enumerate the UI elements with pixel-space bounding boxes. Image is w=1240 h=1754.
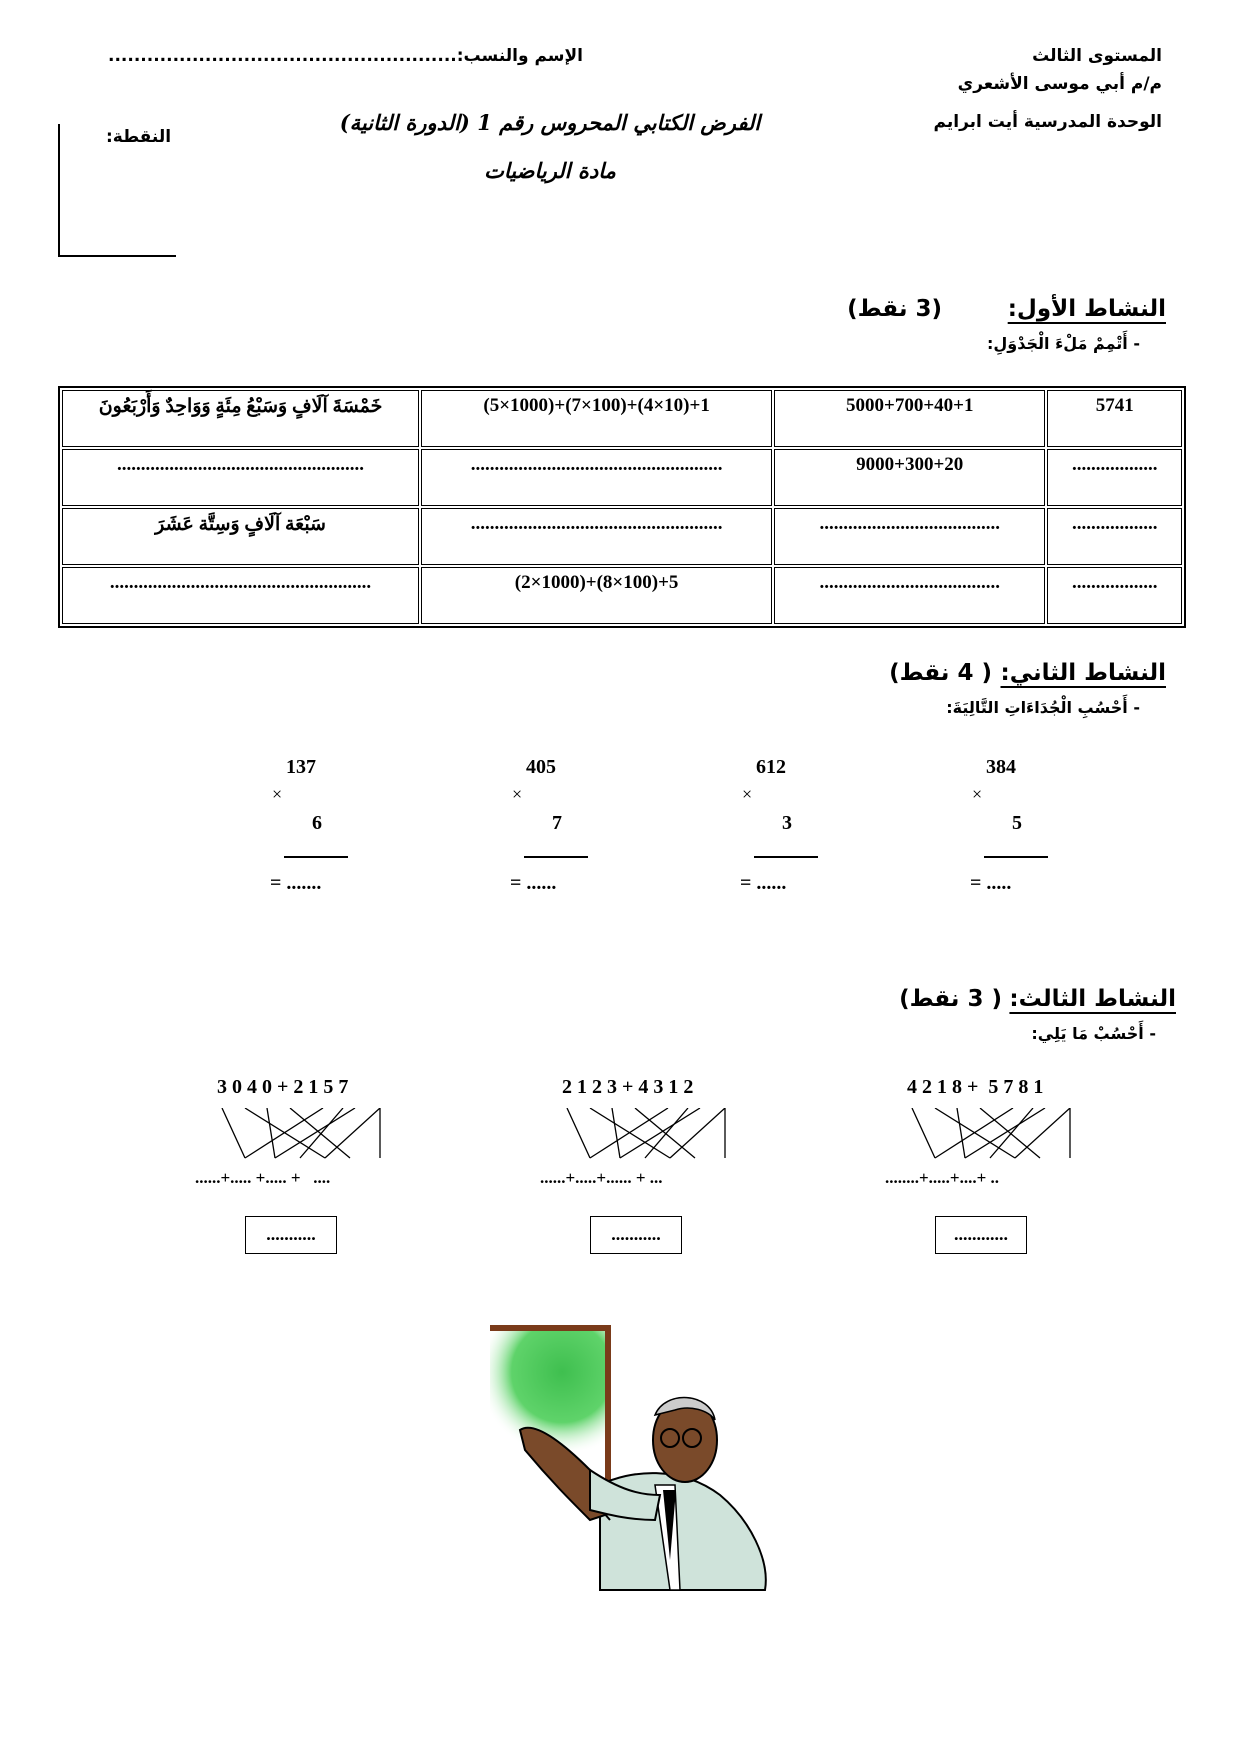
table-cell[interactable]: ...................................... (774, 508, 1045, 565)
activity1-title: النشاط الأول: (1007, 296, 1166, 322)
table-cell[interactable]: .................. (1047, 449, 1182, 506)
table-cell: (2×1000)+(8×100)+5 (421, 567, 772, 624)
activity2-instruction: - أَحْسُبِ الْجُدَاءَاتِ التَّالِيَةَ: (946, 698, 1140, 717)
activity3-points: ( 3 نقط) (899, 986, 1002, 1012)
result-blank[interactable]: = ...... (740, 872, 787, 894)
numbers-table (58, 386, 1186, 628)
result-blank[interactable]: = ..... (970, 872, 1012, 894)
result-line (524, 856, 588, 858)
teacher-illustration (480, 1320, 780, 1600)
activity3-title: النشاط الثالث: (1009, 986, 1176, 1012)
table-cell[interactable]: .................. (1047, 567, 1182, 624)
table-cell[interactable]: ....................................................... (62, 567, 419, 624)
addition-expression: 2 1 2 3 + 4 3 1 2 (562, 1076, 694, 1098)
result-line (984, 856, 1048, 858)
activity2-points: ( 4 نقط) (889, 660, 992, 686)
times-sign: × (272, 784, 283, 804)
multiplicand: 384 (986, 756, 1016, 778)
multiplier: 6 (312, 812, 322, 834)
multiplier: 7 (552, 812, 562, 834)
score-box-bottom-border (58, 255, 176, 257)
table-cell[interactable]: ...................................... (774, 567, 1045, 624)
table-cell: 9000+300+20 (774, 449, 1045, 506)
multiplier: 5 (1012, 812, 1022, 834)
table-cell[interactable]: .................................................... (62, 449, 419, 506)
times-sign: × (742, 784, 753, 804)
decomposition-lines (905, 1108, 1085, 1168)
exam-title: الفرض الكتابي المحروس رقم 1 (الدورة الثانية) (339, 110, 761, 135)
decomposition-sum[interactable]: ........+.....+....+ .. (885, 1168, 1000, 1187)
subject-title: مادة الرياضيات (484, 158, 616, 183)
table-cell[interactable]: ..................................................... (421, 449, 772, 506)
table-row (62, 449, 1182, 506)
result-blank[interactable]: = ....... (270, 872, 322, 894)
score-label: النقطة: (106, 127, 172, 147)
answer-box[interactable]: ........... (245, 1216, 337, 1254)
multiplicand: 137 (286, 756, 316, 778)
table-cell[interactable]: .................. (1047, 508, 1182, 565)
decomposition-lines (560, 1108, 740, 1168)
table-cell: (5×1000)+(7×100)+(4×10)+1 (421, 390, 772, 447)
table-cell: 5741 (1047, 390, 1182, 447)
times-sign: × (972, 784, 983, 804)
addition-expression: 3 0 4 0 + 2 1 5 7 (217, 1076, 349, 1098)
addition-expression: 4 2 1 8 + 5 7 8 1 (907, 1076, 1044, 1098)
decomposition-sum[interactable]: ......+.....+...... + ... (540, 1168, 663, 1187)
decomposition-sum[interactable]: ......+..... +..... + .... (195, 1168, 331, 1187)
times-sign: × (512, 784, 523, 804)
activity1-points: (3 نقط) (847, 296, 942, 322)
result-blank[interactable]: = ...... (510, 872, 557, 894)
table-row (62, 567, 1182, 624)
multiplicand: 405 (526, 756, 556, 778)
decomposition-lines (215, 1108, 395, 1168)
level-label: المستوى الثالث (1032, 46, 1162, 66)
table-cell: 5000+700+40+1 (774, 390, 1045, 447)
answer-box[interactable]: ........... (590, 1216, 682, 1254)
activity3-instruction: - أَحْسُبْ مَا يَلِي: (1031, 1024, 1156, 1043)
activity1-instruction: - أَتْمِمْ مَلْءَ الْجَدْوَلِ: (987, 334, 1140, 353)
table-row (62, 508, 1182, 565)
score-box-left-border (58, 124, 60, 256)
table-cell: خَمْسَةَ آلَافٍ وَسَبْعُ مِئَةٍ وَوَاحِدٌ وَأَرْبَعُونَ (62, 390, 419, 447)
multiplier: 3 (782, 812, 792, 834)
table-cell: سَبْعَة آلَافٍ وَسِتَّة عَشَرَ (62, 508, 419, 565)
activity2-title: النشاط الثاني: (1000, 660, 1166, 686)
unit-label: الوحدة المدرسية أيت ابرايم (933, 112, 1162, 132)
school-label: م/م أبي موسى الأشعري (957, 74, 1162, 94)
result-line (284, 856, 348, 858)
result-line (754, 856, 818, 858)
multiplicand: 612 (756, 756, 786, 778)
table-row (62, 390, 1182, 447)
answer-box[interactable]: ............ (935, 1216, 1027, 1254)
name-field[interactable]: الإسم والنسب:...................................................... (108, 46, 583, 66)
table-cell[interactable]: ..................................................... (421, 508, 772, 565)
